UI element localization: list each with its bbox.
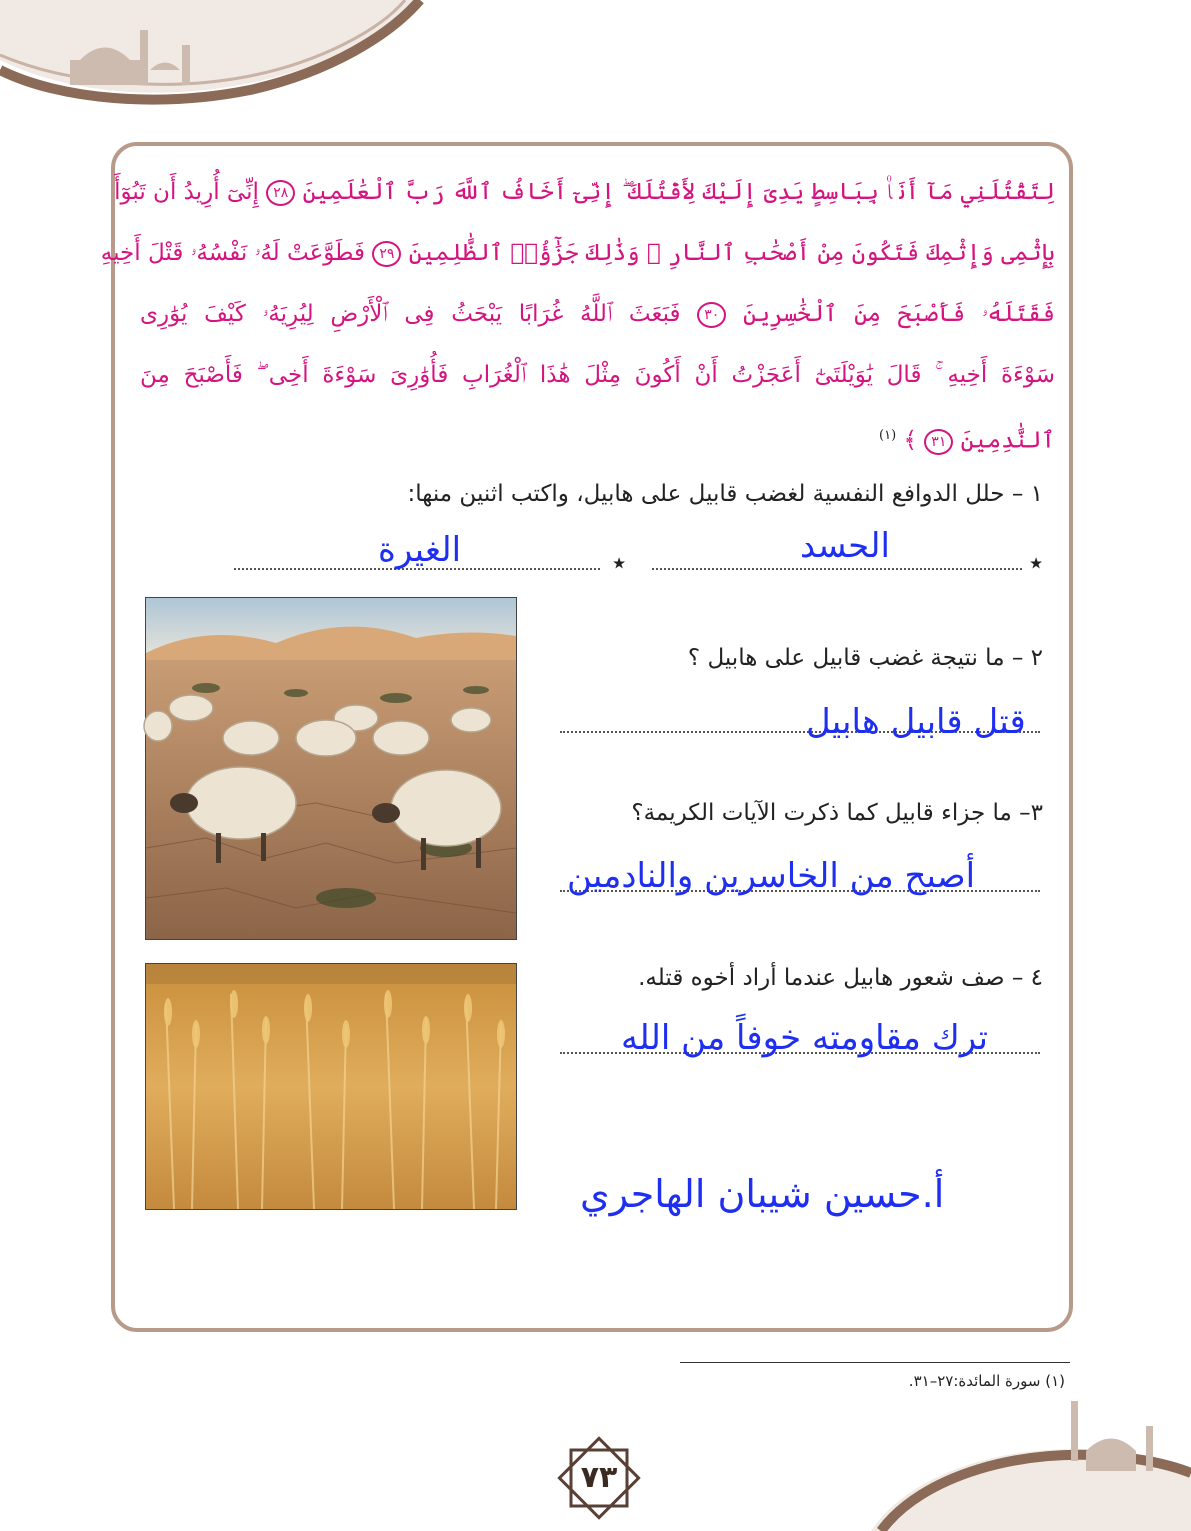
verse-line bbox=[140, 346, 1055, 407]
ayah-number-marker: ٢٩ bbox=[372, 241, 401, 267]
verse-text: ٱلنَّٰدِمِينَ bbox=[960, 427, 1055, 454]
bullet-star: ٭ bbox=[1029, 548, 1044, 578]
ayah-number-marker: ٣٠ bbox=[697, 302, 726, 328]
closing-bracket: ﴾ bbox=[903, 427, 917, 454]
verse-text: لِتَقْتُلَنِي مَآ أَنَا۠ بِبَاسِطٍ يَدِىَ إِلَيْكَ لِأَقْتُلَكَ ۖ إِنِّىٓ أَخَافُ ٱللَّهَ رَبَّ ٱلْعَٰلَمِينَ bbox=[302, 179, 1055, 205]
answer-1-first: الحسد bbox=[800, 526, 890, 566]
bullet-star: ٭ bbox=[612, 548, 627, 578]
verse-line bbox=[100, 224, 1055, 285]
top-corner-decoration bbox=[0, 0, 420, 110]
answer-line-1a bbox=[652, 568, 1022, 570]
footnote-divider bbox=[680, 1362, 1070, 1363]
answer-3: أصبح من الخاسرين والنادمين bbox=[567, 856, 976, 896]
verse-text: فَبَعَثَ ٱللَّهُ غُرَابًا يَبْحَثُ فِى ٱلْأَرْضِ لِيُرِيَهُۥ كَيْفَ يُوَٰرِى bbox=[140, 301, 681, 327]
ayah-number-marker: ٢٨ bbox=[266, 180, 295, 206]
quran-verses bbox=[100, 163, 1055, 468]
question-2: ٢ – ما نتيجة غضب قابيل على هابيل ؟ bbox=[687, 645, 1043, 671]
verse-line bbox=[140, 407, 1055, 468]
footnote-reference: (١) bbox=[879, 428, 897, 443]
verse-line bbox=[114, 163, 1055, 224]
verse-text: إِنِّىٓ أُرِيدُ أَن تَبُوٓأَ bbox=[114, 179, 259, 205]
verse-text: بِإِثْمِى وَإِثْمِكَ فَتَكُونَ مِنْ أَصْحَٰبِ ٱلنَّارِ ۚ وَذَٰلِكَ جَزَٰٓؤُا۟ ٱلظَّٰلِمِينَ bbox=[408, 240, 1055, 266]
teacher-signature: أ.حسين شيبان الهاجري bbox=[580, 1172, 945, 1216]
page-number: ٧٣ bbox=[580, 1460, 618, 1495]
wheat-field-photo bbox=[145, 963, 517, 1210]
question-1: ١ – حلل الدوافع النفسية لغضب قابيل على هابيل، واكتب اثنين منها: bbox=[407, 481, 1043, 507]
verse-text: فَقَتَلَهُۥ فَأَصْبَحَ مِنَ ٱلْخَٰسِرِينَ bbox=[743, 301, 1055, 327]
sheep-grazing-photo bbox=[145, 597, 517, 940]
verse-text: فَطَوَّعَتْ لَهُۥ نَفْسُهُۥ قَتْلَ أَخِيهِ bbox=[100, 240, 366, 266]
ayah-number-marker: ٣١ bbox=[924, 429, 953, 455]
question-3: ٣– ما جزاء قابيل كما ذكرت الآيات الكريمة؟ bbox=[631, 800, 1043, 826]
answer-2: قتل قابيل هابيل bbox=[806, 702, 1026, 742]
footnote: (١) سورة المائدة:٢٧–٣١. bbox=[908, 1372, 1065, 1390]
verse-line bbox=[140, 285, 1055, 346]
verse-text: سَوْءَةَ أَخِيهِ ۚ قَالَ يَٰوَيْلَتَىٰٓ أَعَجَزْتُ أَنْ أَكُونَ مِثْلَ هَٰذَا ٱلْغُرَابِ فَأُوَٰرِىَ سَوْءَةَ أَخِى ۖ فَأَصْبَحَ مِنَ bbox=[140, 362, 1055, 388]
answer-4: ترك مقاومته خوفاً من الله bbox=[621, 1018, 988, 1058]
answer-1-second: الغيرة bbox=[378, 530, 462, 570]
question-4: ٤ – صف شعور هابيل عندما أراد أخوه قتله. bbox=[638, 965, 1043, 991]
page-number-badge bbox=[558, 1437, 640, 1519]
bottom-corner-decoration bbox=[871, 1371, 1191, 1531]
